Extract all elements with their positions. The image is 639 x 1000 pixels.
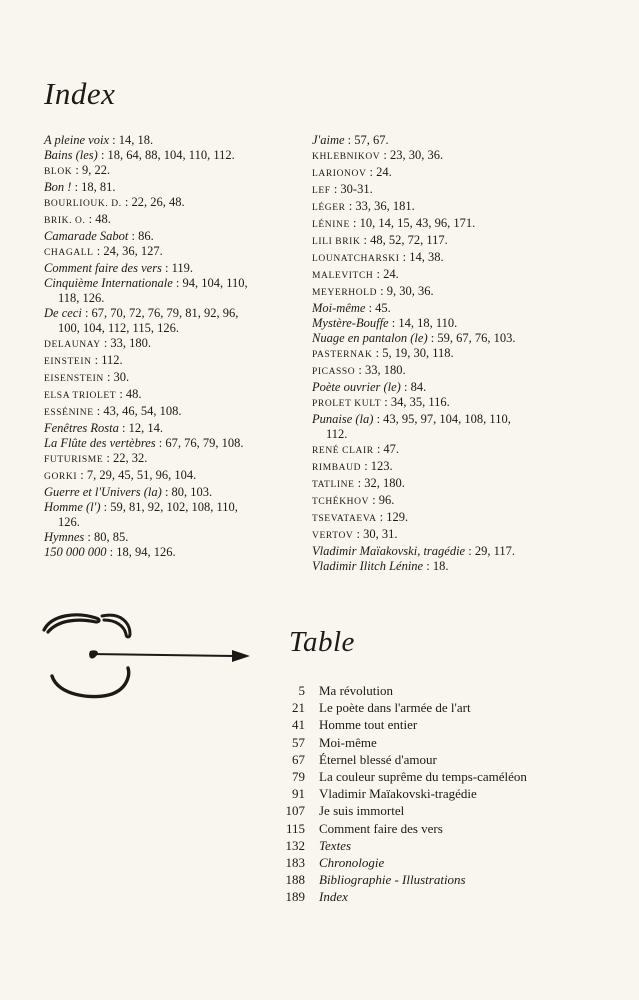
- toc-page-number: 57: [292, 734, 305, 750]
- index-entry-name: CHAGALL: [44, 248, 94, 258]
- index-entry-name: Moi-même: [312, 301, 366, 315]
- index-entry-name: BRIK. O.: [44, 216, 86, 226]
- index-entry-name: LEF: [312, 186, 331, 196]
- index-entry-pages: : 30.: [103, 370, 130, 384]
- index-entry-name: Bains (les): [44, 148, 98, 162]
- index-entry-name: Camarade Sabot: [44, 229, 129, 243]
- index-entry-pages: : 23, 30, 36.: [380, 148, 444, 162]
- toc-title: Textes: [319, 837, 352, 853]
- index-entry-pages: : 59, 67, 76, 103.: [427, 331, 516, 345]
- toc-page-number: 107: [285, 803, 305, 819]
- index-entry-pages: : 22, 32.: [103, 451, 148, 465]
- toc-item: [266, 682, 527, 699]
- toc-title: Bibliographie - Illustrations: [319, 872, 466, 888]
- index-entry: [312, 331, 564, 346]
- index-entry-pages: : 5, 19, 30, 118.: [372, 346, 454, 360]
- index-entry: [44, 515, 296, 530]
- index-entry: [44, 229, 296, 244]
- index-entry: [44, 306, 296, 321]
- index-entry-name: FUTURISME: [44, 455, 104, 465]
- index-entry-name: TCHÉKHOV: [312, 497, 370, 507]
- index-entry-pages: 100, 104, 112, 115, 126.: [58, 321, 179, 335]
- index-entry-pages: 126.: [58, 515, 80, 529]
- index-entry: [312, 527, 564, 544]
- index-entry-pages: : 30-31.: [330, 182, 373, 196]
- toc-title: Comment faire des vers: [319, 820, 443, 836]
- toc-page-number: 5: [298, 683, 305, 698]
- index-entry-name: PICASSO: [312, 367, 356, 377]
- index-column-left: [44, 133, 296, 560]
- index-entry-pages: : 24.: [373, 267, 399, 281]
- index-entry: [312, 559, 564, 574]
- index-entry-name: Homme (l'): [44, 500, 101, 514]
- index-entry: [44, 353, 296, 370]
- toc-item: [266, 716, 527, 733]
- index-entry-name: LÉNINE: [312, 220, 350, 230]
- index-entry-name: ELSA TRIOLET: [44, 391, 117, 401]
- index-entry-pages: : 22, 26, 48.: [121, 195, 185, 209]
- index-entry-pages: : 123.: [361, 459, 393, 473]
- index-entry-pages: : 33, 180.: [355, 363, 406, 377]
- index-entry-name: J'aime: [312, 133, 345, 147]
- index-entry-name: RIMBAUD: [312, 463, 362, 473]
- toc-title: Éternel blessé d'amour: [319, 751, 437, 767]
- index-entry-name: Mystère-Bouffe: [312, 316, 389, 330]
- toc-item: [266, 888, 527, 905]
- toc-title: Ma révolution: [319, 683, 394, 698]
- index-entry-pages: : 24, 36, 127.: [93, 244, 163, 258]
- index-entry: [312, 427, 564, 442]
- index-entry: [44, 244, 296, 261]
- index-entry-name: Poète ouvrier (le): [312, 380, 401, 394]
- index-entry: [312, 233, 564, 250]
- index-entry: [312, 442, 564, 459]
- index-entry-name: ESSÉNINE: [44, 408, 94, 418]
- index-entry-pages: : 33, 36, 181.: [345, 199, 415, 213]
- index-entry: [44, 180, 296, 195]
- index-entry-name: La Flûte des vertèbres: [44, 436, 156, 450]
- index-entry-name: 150 000 000: [44, 545, 107, 559]
- index-entry: [44, 276, 296, 291]
- toc-item: [266, 734, 527, 751]
- toc-item: [266, 854, 527, 871]
- index-entry-pages: : 96.: [369, 493, 395, 507]
- index-entry: [44, 321, 296, 336]
- index-entry-pages: : 29, 117.: [465, 544, 515, 558]
- toc-page-number: 189: [285, 889, 305, 905]
- index-entry-name: TSEVATAEVA: [312, 514, 377, 524]
- toc-page-number: 183: [285, 855, 305, 871]
- index-entry-name: MEYERHOLD: [312, 288, 378, 298]
- index-entry: [312, 182, 564, 199]
- index-entry-name: Comment faire des vers: [44, 261, 162, 275]
- index-entry: [44, 148, 296, 163]
- index-entry: [44, 485, 296, 500]
- index-entry: [44, 421, 296, 436]
- index-entry-name: Vladimir Ilitch Lénine: [312, 559, 424, 573]
- index-entry-pages: : 45.: [365, 301, 391, 315]
- index-entry-pages: : 112.: [91, 353, 123, 367]
- toc-page-number: 188: [285, 872, 305, 888]
- index-entry-name: LILI BRIK: [312, 237, 361, 247]
- index-entry-pages: : 14, 18, 110.: [388, 316, 458, 330]
- index-entry: [312, 284, 564, 301]
- index-entry-pages: : 67, 76, 79, 108.: [155, 436, 244, 450]
- index-entry-pages: : 9, 22.: [72, 163, 111, 177]
- index-entry-pages: : 14, 38.: [399, 250, 444, 264]
- index-entry-pages: : 12, 14.: [118, 421, 163, 435]
- toc-item: [266, 699, 527, 716]
- index-entry: [44, 336, 296, 353]
- index-entry: [44, 404, 296, 421]
- index-entry-pages: : 9, 30, 36.: [377, 284, 434, 298]
- index-entry: [44, 370, 296, 387]
- index-entry-pages: : 80, 103.: [161, 485, 213, 499]
- index-entry-pages: : 57, 67.: [344, 133, 389, 147]
- index-entry-name: TATLINE: [312, 480, 355, 490]
- index-entry-pages: : 24.: [366, 165, 392, 179]
- index-entry: [44, 387, 296, 404]
- index-entry: [312, 133, 564, 148]
- index-entry-pages: : 30, 31.: [353, 527, 398, 541]
- index-entry: [44, 530, 296, 545]
- index-entry: [44, 261, 296, 276]
- toc-title: La couleur suprême du temps-caméléon: [319, 769, 527, 785]
- index-column-right: [312, 133, 564, 574]
- index-heading: Index: [44, 76, 116, 111]
- index-entry: [44, 163, 296, 180]
- toc-title: Vladimir Maïakovski-tragédie: [319, 786, 477, 802]
- index-entry: [312, 148, 564, 165]
- index-entry: [312, 316, 564, 331]
- toc-page-number: 115: [285, 820, 305, 836]
- index-entry-name: Punaise (la): [312, 412, 374, 426]
- index-entry: [312, 363, 564, 380]
- toc-title: Chronologie: [319, 855, 385, 871]
- index-entry-name: Bon !: [44, 180, 72, 194]
- index-entry-pages: : 43, 95, 97, 104, 108, 110,: [373, 412, 511, 426]
- toc-title: Homme tout entier: [319, 717, 418, 733]
- index-entry-name: Nuage en pantalon (le): [312, 331, 428, 345]
- index-entry-name: Hymnes: [44, 530, 85, 544]
- toc-page-number: 91: [292, 786, 305, 802]
- index-entry: [312, 380, 564, 395]
- index-entry-name: PROLET KULT: [312, 399, 382, 409]
- index-entry-pages: : 18.: [423, 559, 449, 573]
- toc-item: [266, 802, 527, 819]
- index-entry-name: LOUNATCHARSKI: [312, 254, 400, 264]
- index-entry-pages: : 94, 104, 110,: [172, 276, 248, 290]
- index-entry-pages: : 32, 180.: [354, 476, 405, 490]
- index-entry-pages: : 33, 180.: [100, 336, 152, 350]
- index-entry-name: LARIONOV: [312, 169, 367, 179]
- index-entry: [312, 250, 564, 267]
- index-entry: [312, 476, 564, 493]
- toc-item: [266, 820, 527, 837]
- index-entry-pages: : 10, 14, 15, 43, 96, 171.: [349, 216, 476, 230]
- index-entry: [312, 493, 564, 510]
- index-entry-pages: : 7, 29, 45, 51, 96, 104.: [77, 468, 197, 482]
- index-entry-pages: : 43, 46, 54, 108.: [93, 404, 182, 418]
- index-entry: [44, 291, 296, 306]
- index-entry-pages: 112.: [326, 427, 348, 441]
- index-entry-name: BLOK: [44, 167, 73, 177]
- index-entry: [312, 510, 564, 527]
- toc-title: Moi-même: [319, 734, 377, 750]
- index-entry: [312, 459, 564, 476]
- index-entry-pages: : 48.: [116, 387, 142, 401]
- index-entry: [312, 165, 564, 182]
- index-entry: [44, 212, 296, 229]
- toc-title: Le poète dans l'armée de l'art: [319, 700, 471, 716]
- toc-item: [266, 837, 527, 854]
- index-entry: [312, 199, 564, 216]
- index-entry-pages: : 86.: [128, 229, 154, 243]
- index-entry-pages: : 14, 18.: [109, 133, 154, 147]
- index-entry: [44, 545, 296, 560]
- toc-page-number: 41: [292, 717, 305, 733]
- index-entry: [44, 500, 296, 515]
- index-entry: [44, 436, 296, 451]
- index-entry: [312, 346, 564, 363]
- index-entry-name: A pleine voix: [44, 133, 110, 147]
- toc-title: Index: [319, 889, 348, 905]
- index-entry-name: Fenêtres Rosta: [44, 421, 119, 435]
- table-heading: Table: [289, 626, 355, 658]
- index-entry-name: EINSTEIN: [44, 357, 92, 367]
- index-entry-name: RENÉ CLAIR: [312, 446, 374, 456]
- index-entry: [44, 195, 296, 212]
- index-entry-pages: : 80, 85.: [84, 530, 129, 544]
- index-entry-name: PASTERNAK: [312, 350, 373, 360]
- index-entry-name: GORKI: [44, 472, 78, 482]
- toc-page-number: 79: [292, 769, 305, 785]
- toc-item: [266, 768, 527, 785]
- index-entry: [312, 412, 564, 427]
- index-entry-pages: : 34, 35, 116.: [381, 395, 450, 409]
- index-entry: [44, 451, 296, 468]
- toc-item: [266, 751, 527, 768]
- index-entry-pages: : 48, 52, 72, 117.: [360, 233, 448, 247]
- index-entry: [312, 267, 564, 284]
- index-entry-name: EISENSTEIN: [44, 374, 104, 384]
- index-entry-pages: : 18, 64, 88, 104, 110, 112.: [97, 148, 235, 162]
- index-entry-name: KHLEBNIKOV: [312, 152, 381, 162]
- index-entry-name: BOURLIOUK. D.: [44, 199, 122, 209]
- index-entry-pages: : 18, 81.: [71, 180, 116, 194]
- index-entry-pages: : 47.: [373, 442, 400, 456]
- toc-item: [266, 785, 527, 802]
- index-entry-name: Vladimir Maïakovski, tragédie: [312, 544, 466, 558]
- index-entry: [312, 301, 564, 316]
- index-entry-pages: 118, 126.: [58, 291, 105, 305]
- index-entry-pages: : 18, 94, 126.: [106, 545, 176, 559]
- index-entry-pages: : 67, 70, 72, 76, 79, 81, 92, 96,: [81, 306, 239, 320]
- table-of-contents: [266, 682, 527, 906]
- index-entry-name: De ceci: [44, 306, 82, 320]
- index-entry: [44, 468, 296, 485]
- index-entry-name: LÉGER: [312, 203, 346, 213]
- index-entry-name: MALEVITCH: [312, 271, 374, 281]
- toc-page-number: 67: [292, 751, 305, 767]
- index-entry-pages: : 59, 81, 92, 102, 108, 110,: [100, 500, 238, 514]
- toc-title: Je suis immortel: [319, 803, 405, 819]
- index-entry-pages: : 129.: [376, 510, 409, 524]
- index-entry-name: Guerre et l'Univers (la): [44, 485, 162, 499]
- toc-item: [266, 871, 527, 888]
- index-entry-pages: : 119.: [161, 261, 194, 275]
- index-entry-name: DELAUNAY: [44, 340, 101, 350]
- index-entry: [44, 133, 296, 148]
- index-entry: [312, 544, 564, 559]
- index-entry: [312, 216, 564, 233]
- index-entry-name: VERTOV: [312, 531, 354, 541]
- index-entry-pages: : 84.: [400, 380, 427, 394]
- toc-page-number: 132: [285, 837, 305, 853]
- toc-page-number: 21: [292, 700, 305, 716]
- arrow-flourish-icon: [38, 608, 253, 703]
- index-entry: [312, 395, 564, 412]
- index-entry-pages: : 48.: [85, 212, 111, 226]
- index-entry-name: Cinquième Internationale: [44, 276, 173, 290]
